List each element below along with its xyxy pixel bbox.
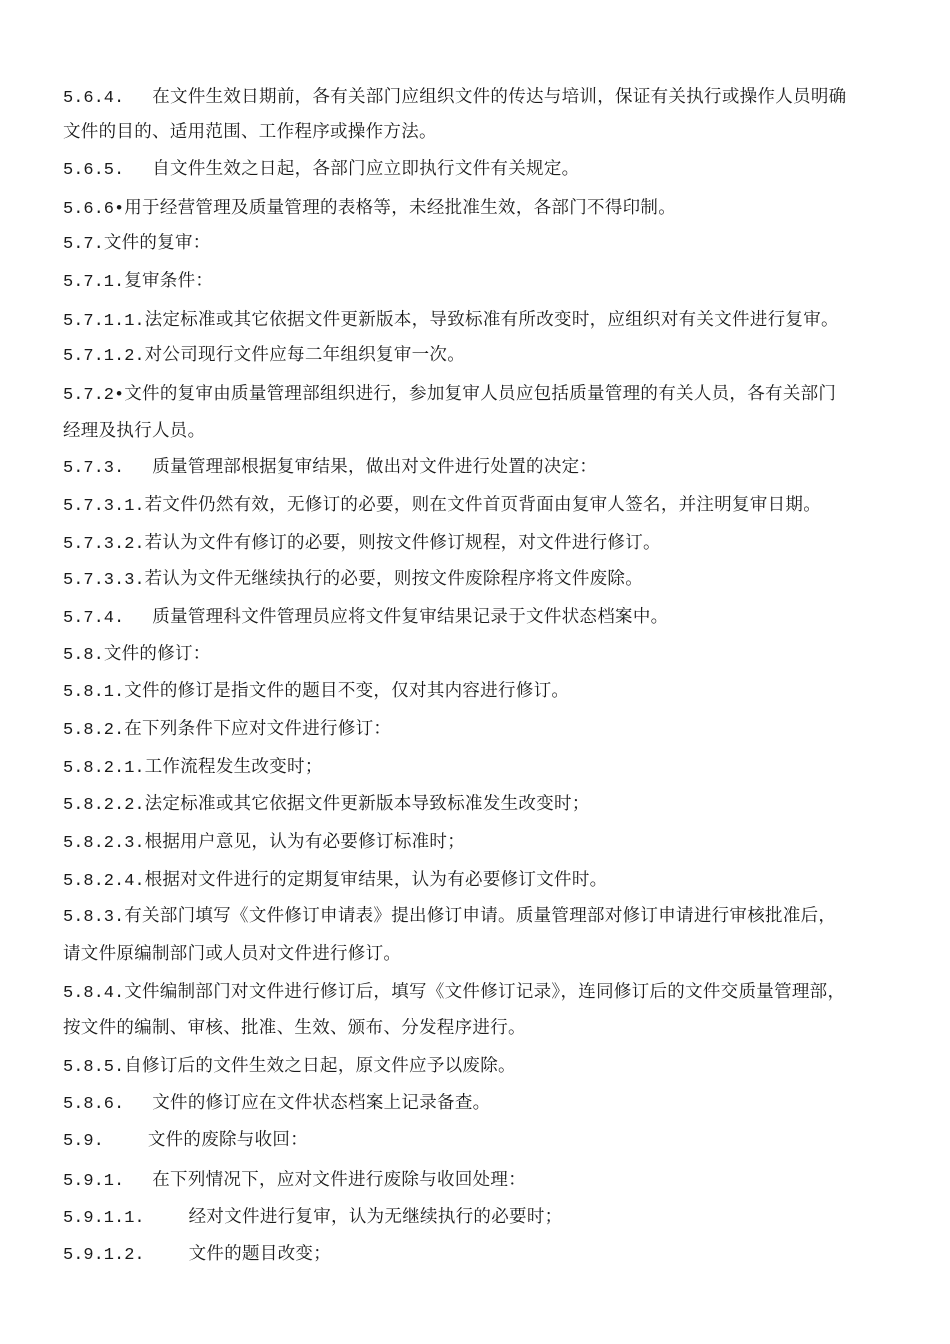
document-line — [63, 1166, 910, 1194]
document-line — [63, 866, 910, 894]
document-line — [63, 940, 910, 968]
document-line — [63, 529, 910, 557]
document-line — [63, 677, 910, 705]
clause-text: 若认为文件无继续执行的必要，则按文件废除程序将文件废除。 — [144, 569, 644, 589]
document-line — [63, 118, 910, 146]
document-line — [63, 1052, 910, 1080]
document-line — [63, 306, 910, 334]
clause-text: 自文件生效之日起，各部门应立即执行文件有关规定。 — [152, 159, 580, 179]
clause-text: 文件的修订： — [103, 644, 211, 664]
clause-text: 文件的修订应在文件状态档案上记录备查。 — [152, 1093, 491, 1113]
clause-number: 5.8. — [63, 646, 104, 665]
clause-number: 5.7.3.3. — [63, 571, 145, 590]
clause-number: 5.7.2• — [63, 386, 125, 405]
clause-text: 文件的修订是指文件的题目不变，仅对其内容进行修订。 — [124, 681, 570, 701]
clause-text: 文件编制部门对文件进行修订后，填写《文件修订记录》，连同修订后的文件交质量管理部， — [124, 982, 846, 1002]
clause-number: 5.8.1. — [63, 683, 125, 702]
document-line — [63, 790, 910, 818]
clause-number: 5.7.1.1. — [63, 312, 145, 331]
document-line — [63, 603, 910, 631]
clause-number: 5.8.5. — [63, 1058, 125, 1077]
clause-text: 在下列情况下，应对文件进行废除与收回处理： — [152, 1170, 527, 1190]
clause-number: 5.6.6• — [63, 200, 125, 219]
document-line — [63, 453, 910, 481]
document-line — [63, 1014, 910, 1042]
document-line — [63, 267, 910, 295]
clause-text: 工作流程发生改变时； — [144, 757, 323, 777]
clause-text: 文件的复审由质量管理部组织进行，参加复审人员应包括质量管理的有关人员，各有关部门 — [124, 384, 837, 404]
clause-number: 5.7.3.1. — [63, 497, 145, 516]
document-line — [63, 753, 910, 781]
document-line — [63, 491, 910, 519]
clause-text: 经对文件进行复审，认为无继续执行的必要时； — [188, 1207, 563, 1227]
clause-number: 5.7.3. — [63, 459, 125, 478]
clause-text: 根据用户意见，认为有必要修订标准时； — [144, 832, 466, 852]
clause-text: 按文件的编制、审核、批准、生效、颁布、分发程序进行。 — [63, 1018, 526, 1038]
clause-text: 若认为文件有修订的必要，则按文件修订规程，对文件进行修订。 — [144, 533, 661, 553]
clause-number: 5.7.4. — [63, 609, 125, 628]
document-line — [63, 640, 910, 668]
clause-text: 在文件生效日期前，各有关部门应组织文件的传达与培训，保证有关执行或操作人员明确 — [152, 87, 847, 107]
clause-text: 法定标准或其它依据文件更新版本导致标准发生改变时； — [144, 794, 590, 814]
clause-text: 复审条件： — [124, 271, 214, 291]
clause-text: 对公司现行文件应每二年组织复审一次。 — [144, 345, 466, 365]
clause-text: 在下列条件下应对文件进行修订： — [124, 719, 392, 739]
clause-number: 5.8.2. — [63, 721, 125, 740]
clause-number: 5.8.6. — [63, 1095, 125, 1114]
clause-number: 5.6.5. — [63, 161, 125, 180]
clause-number: 5.9.1.2. — [63, 1246, 145, 1265]
document-line — [63, 83, 910, 111]
document-line — [63, 978, 910, 1006]
clause-text: 请文件原编制部门或人员对文件进行修订。 — [63, 944, 402, 964]
clause-number: 5.7.1. — [63, 273, 125, 292]
document-line — [63, 341, 910, 369]
clause-number: 5.8.2.4. — [63, 872, 145, 891]
clause-number: 5.6.4. — [63, 89, 125, 108]
clause-text: 质量管理部根据复审结果，做出对文件进行处置的决定： — [152, 457, 598, 477]
document-line — [63, 1203, 910, 1231]
document-line — [63, 155, 910, 183]
document-line — [63, 715, 910, 743]
clause-text: 法定标准或其它依据文件更新版本，导致标准有所改变时，应组织对有关文件进行复审。 — [144, 310, 839, 330]
clause-text: 文件的废除与收回： — [147, 1130, 309, 1150]
document-line — [63, 902, 910, 930]
document-line — [63, 194, 910, 222]
document-line — [63, 565, 910, 593]
clause-number: 5.8.2.2. — [63, 796, 145, 815]
clause-number: 5.8.2.1. — [63, 759, 145, 778]
document-line — [63, 229, 910, 257]
clause-number: 5.9. — [63, 1132, 104, 1151]
clause-text: 文件的复审： — [103, 233, 211, 253]
clause-number: 5.8.4. — [63, 984, 125, 1003]
clause-number: 5.8.3. — [63, 908, 125, 927]
clause-text: 若文件仍然有效，无修订的必要，则在文件首页背面由复审人签名，并注明复审日期。 — [144, 495, 822, 515]
clause-text: 文件的题目改变； — [188, 1244, 332, 1264]
clause-number: 5.9.1.1. — [63, 1209, 145, 1228]
clause-text: 根据对文件进行的定期复审结果，认为有必要修订文件时。 — [144, 870, 608, 890]
document-line — [63, 1240, 910, 1268]
clause-text: 质量管理科文件管理员应将文件复审结果记录于文件状态档案中。 — [152, 607, 669, 627]
clause-number: 5.7.1.2. — [63, 347, 145, 366]
clause-number: 5.7.3.2. — [63, 535, 145, 554]
clause-text: 经理及执行人员。 — [63, 421, 206, 441]
document-line — [63, 828, 910, 856]
clause-text: 自修订后的文件生效之日起，原文件应予以废除。 — [124, 1056, 516, 1076]
clause-text: 有关部门填写《文件修订申请表》提出修订申请。质量管理部对修订申请进行审核批准后， — [124, 906, 837, 926]
clause-number: 5.9.1. — [63, 1172, 125, 1191]
clause-text: 文件的目的、适用范围、工作程序或操作方法。 — [63, 122, 437, 142]
clause-text: 用于经营管理及质量管理的表格等，未经批准生效，各部门不得印制。 — [124, 198, 677, 218]
document-line — [63, 417, 910, 445]
document-line — [63, 1126, 910, 1154]
clause-number: 5.7. — [63, 235, 104, 254]
clause-number: 5.8.2.3. — [63, 834, 145, 853]
document-line — [63, 380, 910, 408]
document-line — [63, 1089, 910, 1117]
